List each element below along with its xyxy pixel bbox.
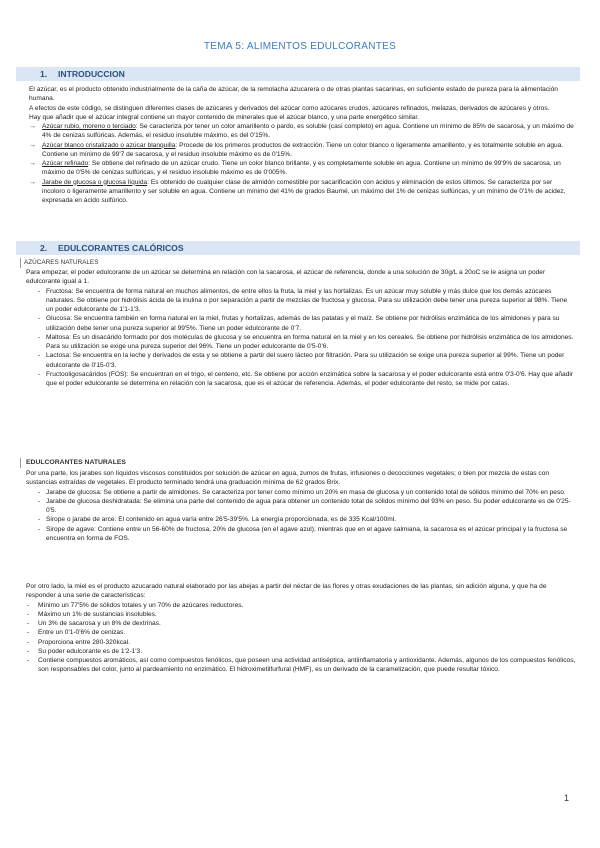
list-item: - Proporciona entre 280-320kcal. (27, 638, 131, 646)
list-item (29, 178, 577, 206)
item-label: Jarabe de glucosa o glucosa líquida (42, 178, 148, 186)
section-heading-introduccion (16, 67, 580, 81)
list-item: - Jarabe de glucosa deshidratada: Se elimina una parte del contenido de agua para obtener un contenido total de sólidos mínimo del 93% en peso. Su poder edulcorante es de 0'25-0'5. (38, 497, 571, 514)
list-item: - Lactosa: Se encuentra en la leche y derivados de esta y se obtiene a partir del suero lácteo por filtración. Para su utilización se exige una pureza superior al 99%. Tiene un poder edulcorante de 0'15-0'3. (38, 352, 565, 369)
section-number: 2. (40, 243, 48, 253)
list-item: - Fructooligosacáridos (FOS): Se encuentran en el trigo, el centeno, etc. Se obtiene por acción enzimática sobre la sacarosa y el poder edulcorante está entre 0'3-0'6. Hay que añadir que el poder edulcorante se determina en relación con la sacarosa, que es el azúcar de referencia. Además, el poder edulcorante del resto, se mide por catas. (38, 370, 574, 387)
paragraph: Para empezar, el poder edulcorante de un azúcar se determina en relación con la sacarosa, el azúcar de referencia, donde a una solución de 30g/L a 20oC se le asigna un poder edulcorante igual a 1. (26, 269, 546, 286)
list-item: - Un 3% de sacarosa y un 8% de dextrinas. (27, 620, 161, 627)
list-item (29, 122, 577, 141)
intro-body (29, 85, 577, 205)
document-title: TEMA 5: ALIMENTOS EDULCORANTES (203, 41, 397, 52)
item-text: : Procede de los primeros productos de extracción. Tiene un color blanco o ligeramente amarillento, y es totalmente soluble en agua. Contiene un mínimo de 99'7 de sacarosa, y el residuo insoluble máximo es de 0'15%. (42, 141, 564, 158)
item-text: : Es obtenido de cualquier clase de almidón comestible por sacarificación con ácidos y eliminación de estos últimos. Se caracteriza por ser incoloro o ligeramente amarillento y ser soluble en agua. Contiene un mínimo del 41% de grados Baumé, un máximo del 1% de cenizas sulfúricas, y un mínimo de 0'1% de acidez, expresada en ácido sulfúrico. (42, 178, 566, 204)
paragraph: Por otro lado, la miel es el producto azucarado natural elaborado por las abejas a partir del néctar de las flores y otras exudaciones de las plantas, sin adición alguna, y que ha de responder a una serie de características: (26, 583, 547, 600)
paragraph: A efectos de este código, se distinguen diferentes clases de azúcares y derivados del azúcar como azúcares crudos, azúcares refinados, melazas, derivados de azúcares y otros. (29, 104, 550, 112)
list-item: - Entre un 0'1-0'6% de cenizas. (27, 629, 126, 637)
item-label: Azúcar refinado (42, 160, 89, 167)
list-item (29, 159, 577, 178)
natural-sugars-list (26, 287, 576, 389)
list-item: - Contiene compuestos aromáticos, así como compuestos fenólicos, que poseen una actividad antiséptica, antiinflamatoria y antioxidante. Además, algunos de los compuestos fenólicos, son responsables del color, junto al pardeamiento no enzimático. El hidroximetilfurfural (HMF), es un derivado de la caramelización, que puede resultar tóxico. (27, 657, 576, 674)
page-number: 1 (563, 793, 569, 803)
natural-sweeteners-body (26, 469, 576, 543)
section-title: INTRODUCCION (58, 69, 125, 79)
natural-sugars-body (26, 268, 576, 388)
paragraph: El azúcar, es el producto obtenido industrialmente de la caña de azúcar, de la remolacha azucarera o de otras plantas sacarinas, en suficiente estado de pureza para la alimentación humana. (29, 86, 558, 103)
arrow-icon: → (29, 160, 36, 167)
list-item (29, 141, 577, 160)
section-heading-edulcorantes-caloricos (16, 241, 580, 255)
list-item: - Maltosa: Es un disacárido formado por dos moléculas de glucosa y se encuentra en forma natural en la miel y en los cereales. Se obtiene por hidrólisis enzimática de los almidones. Para su utilización se exige una pureza superior del 96%. Tiene un poder edulcorante de 0'5-0'6. (38, 333, 574, 350)
subsection-marker (20, 458, 21, 468)
list-item: - Fructosa: Se encuentra de forma natural en muchos alimentos, de entre ellos la fruta, la miel y las hortalizas. Es un azúcar muy soluble y más dulce que los demás azúcares naturales. Se obtiene por hidrólisis ácida de la inulina o por separación a partir de mezclas de fructosa y glucosa. Para su utilización debe tener una pureza superior al 98%. Tiene un poder edulcorante de 1'1-1'3. (38, 287, 568, 313)
paragraph: Por una parte, los jarabes son líquidos viscosos constituidos por solución de azúcar en agua, zumos de frutas, infusiones o decocciones vegetales; o bien por mezcla de estas con sustancias extraídas de vegetales. El producto terminado tendrá una graduación mínima de 62 grados Brix. (26, 470, 550, 487)
item-label: Azúcar blanco cristalizado o azúcar blanquilla (42, 141, 176, 149)
subsection-title: AZÚCARES NATURALES (24, 259, 99, 266)
subsection-title: EDULCORANTES NATURALES (26, 459, 126, 466)
item-text: : Se caracteriza por tener un color amarillento o pardo, es soluble (casi completo) en agua. Contiene un mínimo de 85% de sacarosa, y un máximo de 4% de cenizas sulfúricas. Además, el residuo insoluble máximo, es del 0'15%. (42, 123, 574, 140)
list-item: - Máximo un 1% de sustancias insolubles. (27, 610, 157, 618)
list-item: - Sirope de agave: Contiene entre un 56-60% de fructosa, 20% de glucosa (en el agave azul); mientras que en el agave salmiana, la sacarosa es el azúcar principal y la fructosa se encuentra en forma de FOS. (38, 525, 568, 542)
syrups-list (26, 488, 576, 544)
subsection-marker (20, 258, 21, 268)
item-text: : Se obtiene del refinado de un azúcar crudo. Tiene un color blanco brillante, y es completamente soluble en agua. Contiene un mínimo de 99'9% de sacarosa, un máximo de 0'5% de cenizas sulfúricas, y el residuo insoluble máximo es de 0'005%. (42, 160, 561, 177)
honey-characteristics-list (26, 601, 576, 675)
arrow-icon: → (29, 141, 36, 149)
arrow-icon: → (29, 178, 36, 186)
honey-body (26, 582, 576, 675)
section-number: 1. (40, 69, 48, 79)
sugar-types-list (29, 122, 577, 205)
arrow-icon: → (29, 123, 36, 130)
paragraph: Hay que añadir que el azúcar integral contiene un mayor contenido de minerales que el azúcar blanco, y una parte energético similar. (29, 113, 419, 121)
list-item: - Mínimo un 77'5% de sólidos totales y un 70% de azúcares reductores. (27, 601, 244, 609)
list-item: - Su poder edulcorante es de 1'2-1'3. (27, 647, 143, 655)
list-item: - Glucosa: Se encuentra también en forma natural en la miel, frutas y hortalizas, además de las patatas y el maíz. Se obtiene por hidrólisis enzimática de los almidones y para su utilización debe tener una pureza superior al 99'5%. Tiene un poder edulcorante de 0'7. (38, 315, 560, 332)
list-item: - Sirope o jarabe de arce: El contenido en agua varía entre 26'5-39'5%. La energía proporcionada, es de 335 Kcal/100ml. (38, 516, 397, 524)
section-title: EDULCORANTES CALÓRICOS (58, 243, 184, 253)
item-label: Azúcar rubio, moreno o terciado (42, 123, 136, 130)
list-item: - Jarabe de glucosa: Se obtiene a partir de almidones. Se caracteriza por tener como mínimo un 20% en masa de glucosa y un contenido total de sólidos mínimo del 70% en peso. (38, 488, 566, 496)
